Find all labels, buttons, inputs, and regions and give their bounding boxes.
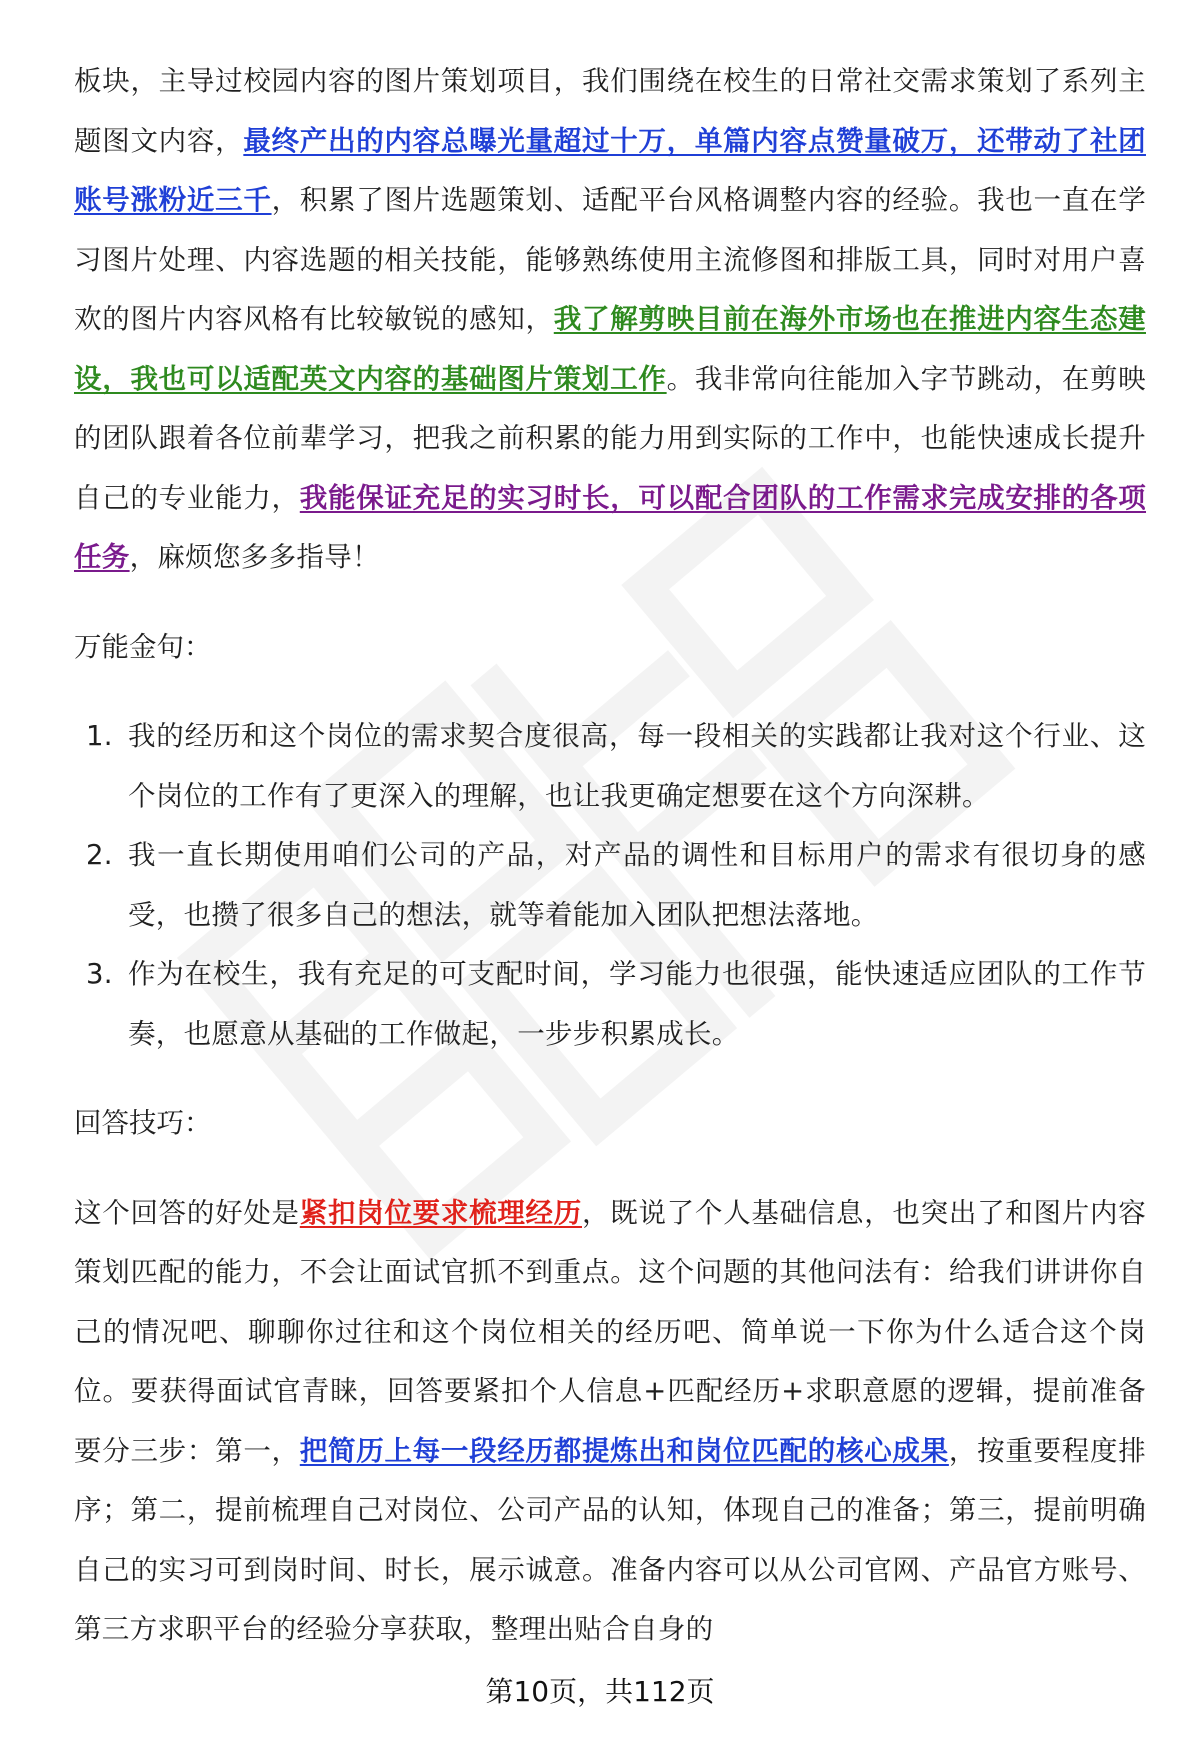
golden-sentences-list [74,707,1146,1064]
spacer [74,677,1146,707]
spacer [74,1064,1146,1094]
list-item [74,707,1146,826]
list-item-text: 我的经历和这个岗位的需求契合度很高，每一段相关的实践都让我对这个行业、这个岗位的工作有了更深入的理解，也让我更确定想要在这个方向深耕。 [128,720,1146,812]
tips-text-3: ，按重要程度排序；第二，提前梳理自己对岗位、公司产品的认知，体现自己的准备；第三，提前明确自己的实习可到岗时间、时长，展示诚意。准备内容可以从公司官网、产品官方账号、第三方求职平台的经验分享获取，整理出贴合自身的 [74,1434,1147,1645]
intro-text-1: 板块，主导过校园内容的图片策划项目，我们围绕在校生的日常社交需求策划了系列主题图文内容， [74,65,1146,157]
answer-tips-label: 回答技巧： [74,1107,212,1139]
tips-paragraph [74,1184,1146,1660]
tips-text-1: 这个回答的好处是 [74,1196,300,1229]
intro-text-4: ，麻烦您多多指导！ [129,541,380,573]
highlight-achievement: 最终产出的内容总曝光量超过十万，单篇内容点赞量破万，还带动了社团账号涨粉近三千 [74,124,1146,216]
page-number: 第10页，共112页 [485,1675,715,1708]
list-number: 2. [86,839,113,871]
list-item-text: 我一直长期使用咱们公司的产品，对产品的调性和目标用户的需求有很切身的感受，也攒了很多自己的想法，就等着能加入团队把想法落地。 [128,839,1146,931]
intro-paragraph [74,52,1146,588]
spacer [74,1154,1146,1184]
tips-text-2: ，既说了个人基础信息，也突出了和图片内容策划匹配的能力，不会让面试官抓不到重点。这个问题的其他问法有：给我们讲讲你自己的情况吧、聊聊你过往和这个岗位相关的经历吧、简单说一下你为什么适合这个岗位。要获得面试官青睐，回答要紧扣个人信息+匹配经历+求职意愿的逻辑，提前准备要分三步：第一， [74,1196,1147,1467]
golden-sentences-label: 万能金句： [74,630,212,663]
intro-text-2: ，积累了图片选题策划、适配平台风格调整内容的经验。我也一直在学习图片处理、内容选题的相关技能，能够熟练使用主流修图和排版工具，同时对用户喜欢的图片内容风格有比较敏锐的感知， [74,184,1147,335]
highlight-key-point: 紧扣岗位要求梳理经历 [299,1196,582,1229]
intro-text-3: 。我非常向往能加入字节跳动，在剪映的团队跟着各位前辈学习，把我之前积累的能力用到实际的工作中，也能快速成长提升自己的专业能力， [74,362,1146,514]
spacer [74,588,1146,618]
main-content [74,52,1146,1660]
list-number: 1. [86,720,113,752]
list-item [74,945,1146,1064]
list-item-text: 作为在校生，我有充足的可支配时间，学习能力也很强，能快速适应团队的工作节奏，也愿意从基础的工作做起，一步步积累成长。 [128,958,1146,1050]
list-item [74,826,1146,945]
list-number: 3. [86,958,113,990]
highlight-internship: 我能保证充足的实习时长，可以配合团队的工作需求完成安排的各项任务 [74,481,1147,573]
highlight-overseas: 我了解剪映目前在海外市场也在推进内容生态建设，我也可以适配英文内容的基础图片策划工作 [74,303,1146,395]
highlight-step-one: 把简历上每一段经历都提炼出和岗位匹配的核心成果 [299,1434,949,1467]
